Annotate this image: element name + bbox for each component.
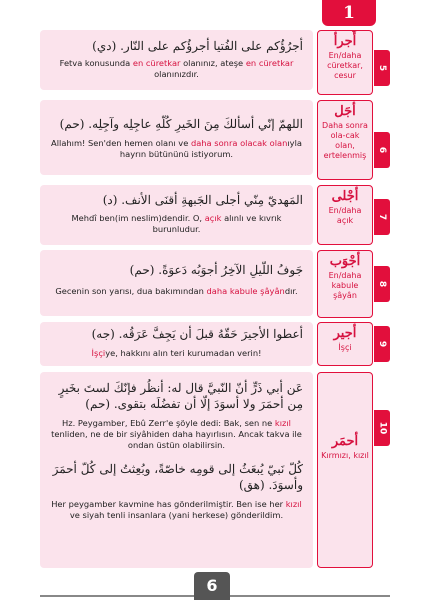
section-number-tab: 1 bbox=[322, 0, 376, 26]
entry-number-tab: 6 bbox=[374, 132, 390, 168]
word-box-5 bbox=[317, 322, 373, 366]
word-arabic: أحمَر bbox=[331, 434, 359, 449]
entry-number-tab: 5 bbox=[374, 50, 390, 86]
word-meaning: İşçi bbox=[338, 343, 352, 352]
word-box-3 bbox=[317, 185, 373, 245]
entry-number-tab: 9 bbox=[374, 326, 390, 362]
word-arabic: أجْوَب bbox=[329, 254, 361, 269]
word-arabic: أجْلى bbox=[331, 189, 359, 204]
hadith-card-2 bbox=[40, 100, 313, 175]
hadith-translation: Gecenin son yarısı, dua bakımından daha kabule şâyândır. bbox=[55, 286, 298, 296]
page-number: 6 bbox=[194, 572, 230, 600]
hadith-arabic: عَن أبي ذَرٍّ أنّ النّبيَّ قال له: أنظُر فإنّكَ لستَ بخَيرٍ مِن أحمَرَ ولا أسوَدَ إلّا أن تفضُلَه بتقوى. (حم) bbox=[58, 381, 303, 411]
hadith-translation: Hz. Peygamber, Ebû Zerr'e şöyle dedi: Bak, sen ne kızıl tenliden, ne de bir siyâhiden daha hayırlısın. Ancak takva ile ondan üstün olabilirsin. bbox=[51, 418, 302, 450]
hadith-card-6 bbox=[40, 372, 313, 568]
hadith-arabic: أعطوا الأجيرَ حَقّهُ قبلَ أن يَجِفَّ عَرَقُه. (جه) bbox=[91, 327, 303, 341]
word-meaning: Daha sonra ola-cak olan, ertelenmiş bbox=[322, 121, 368, 160]
hadith-arabic: اللهمّ إنّي أسألكَ مِنَ الخَيرِ كُلّهِ عاجِلِه وآجِلِه. (حم) bbox=[59, 117, 303, 131]
hadith-arabic-2: كُلّ نَبيّ يُبعَثُ إلى قومِه خاصّةً، وبُعِثتُ إلى كُلّ أحمَرَ وأسوَدَ. (هق) bbox=[52, 462, 303, 492]
entry-number-tab: 10 bbox=[374, 410, 390, 446]
hadith-card-3 bbox=[40, 185, 313, 245]
word-meaning: En/daha kabule şâyân bbox=[328, 271, 362, 300]
hadith-translation: Mehdî ben(im neslim)dendir. O, açık alınlı ve kıvrık burunludur. bbox=[71, 213, 282, 234]
word-meaning: Kırmızı, kızıl bbox=[321, 451, 369, 460]
hadith-arabic: المَهديّ مِنّي أجلى الجَبهةِ أقنَى الأنف. (د) bbox=[102, 193, 303, 207]
word-box-6 bbox=[317, 372, 373, 568]
word-box-2 bbox=[317, 100, 373, 180]
word-box-1 bbox=[317, 30, 373, 95]
hadith-card-5 bbox=[40, 322, 313, 366]
hadith-translation: Allahım! Sen'den hemen olanı ve daha sonra olacak olanıyla hayrın bütününü istiyorum. bbox=[51, 138, 302, 159]
entry-number-tab: 8 bbox=[374, 266, 390, 302]
word-meaning: En/daha açık bbox=[328, 206, 362, 225]
hadith-translation-2: Her peygamber kavmine has gönderilmiştir. Ben ise her kızıl ve siyah tenli insanlara (yani herkese) gönderildim. bbox=[51, 499, 302, 520]
word-box-4 bbox=[317, 250, 373, 318]
hadith-arabic: جَوفُ اللّيلِ الآخِرُ أجوَبُه دَعوَةً. (حم) bbox=[129, 263, 303, 277]
word-arabic: أجير bbox=[333, 326, 357, 341]
hadith-card-1 bbox=[40, 30, 313, 90]
hadith-translation: Fetva konusunda en cüretkar olanınız, ateşe en cüretkar olanınızdır. bbox=[59, 58, 294, 79]
word-arabic: أجَل bbox=[334, 104, 356, 119]
hadith-translation: İşçiye, hakkını alın teri kurumadan verin! bbox=[91, 348, 262, 358]
entry-number-tab: 7 bbox=[374, 199, 390, 235]
word-arabic: أَجرأ bbox=[333, 34, 357, 49]
hadith-card-4 bbox=[40, 250, 313, 316]
hadith-arabic: أجرُؤُكم على الفُتيا أجرؤُكم على النّار. (دي) bbox=[92, 39, 303, 53]
word-meaning: En/daha cüretkar, cesur bbox=[327, 51, 363, 80]
